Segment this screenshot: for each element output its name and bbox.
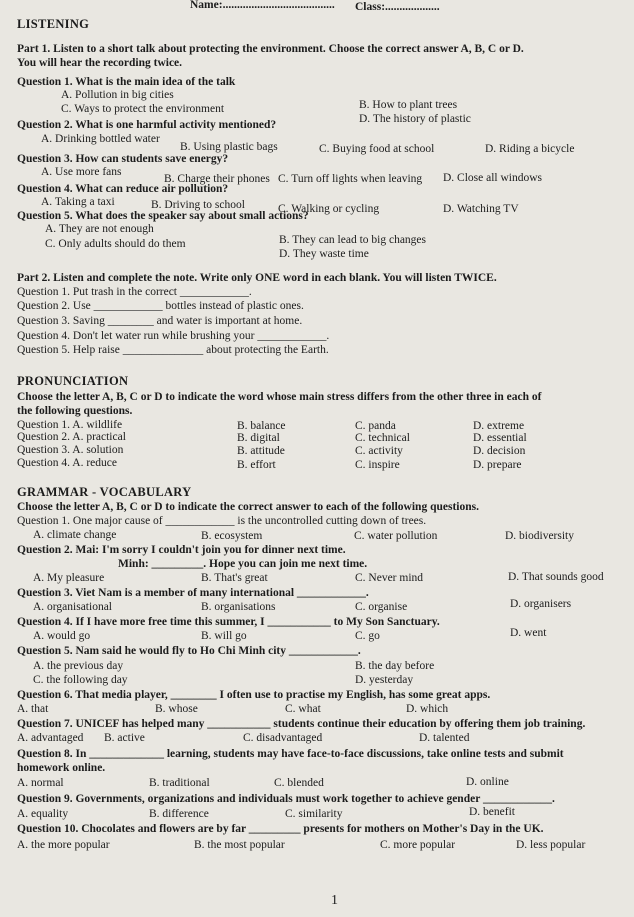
part1-instruction: Part 1. Listen to a short talk about protecting the environment. Choose the correct answer A, B, C or D. bbox=[17, 43, 524, 55]
part1-instruction-2: You will hear the recording twice. bbox=[17, 57, 183, 69]
grammar-q9: Question 9. Governments, organizations and individuals must work together to achieve gender ____________. bbox=[17, 793, 555, 805]
part2-q1: Question 1. Put trash in the correct ____________. bbox=[17, 286, 252, 298]
grammar-q8-cont: homework online. bbox=[17, 762, 106, 774]
grammar-q7-a: A. advantaged bbox=[17, 732, 84, 744]
grammar-q4-c: C. go bbox=[355, 630, 380, 642]
grammar-q9-a: A. equality bbox=[17, 808, 69, 820]
listening-q2-b: B. Using plastic bags bbox=[180, 141, 278, 153]
pron-q4-c: C. inspire bbox=[355, 459, 400, 471]
grammar-q2-reply: Minh: _________. Hope you can join me next time. bbox=[118, 558, 368, 570]
pron-q2-a: Question 2. A. practical bbox=[17, 431, 126, 443]
grammar-q5-b: B. the day before bbox=[355, 660, 435, 672]
listening-q1-b: B. How to plant trees bbox=[359, 99, 458, 111]
listening-q5-b: B. They can lead to big changes bbox=[279, 234, 427, 246]
grammar-q6-d: D. which bbox=[406, 703, 449, 715]
listening-q5-d: D. They waste time bbox=[279, 248, 369, 260]
pron-q1-c: C. panda bbox=[355, 420, 396, 432]
listening-q5: Question 5. What does the speaker say about small actions? bbox=[17, 210, 309, 222]
grammar-q2: Question 2. Mai: I'm sorry I couldn't join you for dinner next time. bbox=[17, 544, 346, 556]
grammar-q8: Question 8. In _____________ learning, students may have face-to-face discussions, take online tests and submit bbox=[17, 748, 564, 760]
pron-q1-b: B. balance bbox=[237, 420, 286, 432]
grammar-q7-b: B. active bbox=[104, 732, 145, 744]
grammar-q4-b: B. will go bbox=[201, 630, 247, 642]
grammar-q9-d: D. benefit bbox=[469, 806, 515, 818]
listening-q5-c: C. Only adults should do them bbox=[45, 238, 186, 250]
listening-q5-a: A. They are not enough bbox=[45, 223, 154, 235]
grammar-q3-b: B. organisations bbox=[201, 601, 276, 613]
part2-instruction: Part 2. Listen and complete the note. Write only ONE word in each blank. You will listen TWICE. bbox=[17, 272, 497, 284]
grammar-q10: Question 10. Chocolates and flowers are by far _________ presents for mothers on Mother's Day in the UK. bbox=[17, 823, 544, 835]
listening-q4-d: D. Watching TV bbox=[443, 203, 519, 215]
section-title-grammar: GRAMMAR - VOCABULARY bbox=[17, 485, 192, 499]
grammar-q1-c: C. water pollution bbox=[354, 530, 438, 542]
grammar-q1-a: A. climate change bbox=[33, 529, 117, 541]
listening-q4-a: A. Taking a taxi bbox=[41, 196, 115, 208]
listening-q3: Question 3. How can students save energy? bbox=[17, 153, 229, 165]
listening-q2-a: A. Drinking bottled water bbox=[41, 133, 160, 145]
listening-q3-c: C. Turn off lights when leaving bbox=[278, 173, 423, 185]
pron-q2-c: C. technical bbox=[355, 432, 410, 444]
part2-q4: Question 4. Don't let water run while brushing your ____________. bbox=[17, 330, 330, 342]
pron-q1-d: D. extreme bbox=[473, 420, 525, 432]
grammar-q2-a: A. My pleasure bbox=[33, 572, 105, 584]
listening-q3-d: D. Close all windows bbox=[443, 172, 543, 184]
grammar-q4-d: D. went bbox=[510, 627, 547, 639]
grammar-q7: Question 7. UNICEF has helped many ___________ students continue their education by offering them job training. bbox=[17, 718, 586, 730]
grammar-q8-c: C. blended bbox=[274, 777, 324, 789]
section-title-pronunciation: PRONUNCIATION bbox=[17, 374, 129, 388]
grammar-q6-b: B. whose bbox=[155, 703, 198, 715]
pron-q3-a: Question 3. A. solution bbox=[17, 444, 124, 456]
pron-q2-d: D. essential bbox=[473, 432, 527, 444]
grammar-q10-b: B. the most popular bbox=[194, 839, 285, 851]
part2-q2: Question 2. Use ____________ bottles instead of plastic ones. bbox=[17, 300, 304, 312]
grammar-q5-d: D. yesterday bbox=[355, 674, 414, 686]
listening-q1-c: C. Ways to protect the environment bbox=[61, 103, 225, 115]
pron-q3-b: B. attitude bbox=[237, 445, 285, 457]
grammar-q4-a: A. would go bbox=[33, 630, 91, 642]
pron-q4-d: D. prepare bbox=[473, 459, 522, 471]
pron-q2-b: B. digital bbox=[237, 432, 280, 444]
grammar-q8-a: A. normal bbox=[17, 777, 64, 789]
grammar-q5-a: A. the previous day bbox=[33, 660, 124, 672]
grammar-instruction: Choose the letter A, B, C or D to indicate the correct answer to each of the following questions. bbox=[17, 501, 479, 513]
grammar-q4: Question 4. If I have more free time this summer, I ___________ to My Son Sanctuary. bbox=[17, 616, 440, 628]
grammar-q2-b: B. That's great bbox=[201, 572, 268, 584]
listening-q2-c: C. Buying food at school bbox=[319, 143, 435, 155]
part2-q3: Question 3. Saving ________ and water is important at home. bbox=[17, 315, 303, 327]
grammar-q6-a: A. that bbox=[17, 703, 49, 715]
grammar-q8-b: B. traditional bbox=[149, 777, 210, 789]
grammar-q9-b: B. difference bbox=[149, 808, 209, 820]
grammar-q5: Question 5. Nam said he would fly to Ho Chi Minh city ____________. bbox=[17, 645, 361, 657]
page-number: 1 bbox=[331, 893, 338, 908]
grammar-q8-d: D. online bbox=[466, 776, 509, 788]
listening-q1-a: A. Pollution in big cities bbox=[61, 89, 174, 101]
grammar-q7-d: D. talented bbox=[419, 732, 470, 744]
part2-q5: Question 5. Help raise ______________ about protecting the Earth. bbox=[17, 344, 329, 356]
pron-q4-b: B. effort bbox=[237, 459, 276, 471]
pron-q1-a: Question 1. A. wildlife bbox=[17, 419, 123, 431]
listening-q4: Question 4. What can reduce air pollution? bbox=[17, 183, 229, 195]
listening-q1: Question 1. What is the main idea of the talk bbox=[17, 76, 236, 88]
listening-q4-b: B. Driving to school bbox=[151, 199, 245, 211]
grammar-q3: Question 3. Viet Nam is a member of many international ____________. bbox=[17, 587, 369, 599]
grammar-q3-a: A. organisational bbox=[33, 601, 112, 613]
pron-q4-a: Question 4. A. reduce bbox=[17, 457, 117, 469]
listening-q3-b: B. Charge their phones bbox=[164, 173, 270, 185]
grammar-q7-c: C. disadvantaged bbox=[243, 732, 323, 744]
grammar-q9-c: C. similarity bbox=[285, 808, 343, 820]
grammar-q1-d: D. biodiversity bbox=[505, 530, 574, 542]
grammar-q6-c: C. what bbox=[285, 703, 321, 715]
grammar-q2-c: C. Never mind bbox=[355, 572, 424, 584]
grammar-q3-d: D. organisers bbox=[510, 598, 572, 610]
pronunciation-instruction-2: the following questions. bbox=[17, 405, 133, 417]
listening-q3-a: A. Use more fans bbox=[41, 166, 122, 178]
pron-q3-d: D. decision bbox=[473, 445, 526, 457]
name-field: Name:....................................... bbox=[190, 0, 335, 11]
grammar-q1: Question 1. One major cause of ____________ is the uncontrolled cutting down of trees. bbox=[17, 515, 427, 527]
listening-q2: Question 2. What is one harmful activity mentioned? bbox=[17, 119, 277, 131]
listening-q2-d: D. Riding a bicycle bbox=[485, 143, 575, 155]
pron-q3-c: C. activity bbox=[355, 445, 403, 457]
grammar-q3-c: C. organise bbox=[355, 601, 408, 613]
grammar-q6: Question 6. That media player, ________ I often use to practise my English, has some great apps. bbox=[17, 689, 491, 701]
grammar-q10-d: D. less popular bbox=[516, 839, 586, 851]
grammar-q1-b: B. ecosystem bbox=[201, 530, 263, 542]
grammar-q10-c: C. more popular bbox=[380, 839, 456, 851]
listening-q4-c: C. Walking or cycling bbox=[278, 203, 380, 215]
grammar-q5-c: C. the following day bbox=[33, 674, 128, 686]
grammar-q2-d: D. That sounds good bbox=[508, 571, 604, 583]
listening-q1-d: D. The history of plastic bbox=[359, 113, 471, 125]
pronunciation-instruction: Choose the letter A, B, C or D to indicate the word whose main stress differs from the other three in each of bbox=[17, 391, 542, 403]
grammar-q10-a: A. the more popular bbox=[17, 839, 110, 851]
section-title-listening: LISTENING bbox=[17, 17, 90, 31]
class-field: Class:................... bbox=[355, 1, 440, 13]
